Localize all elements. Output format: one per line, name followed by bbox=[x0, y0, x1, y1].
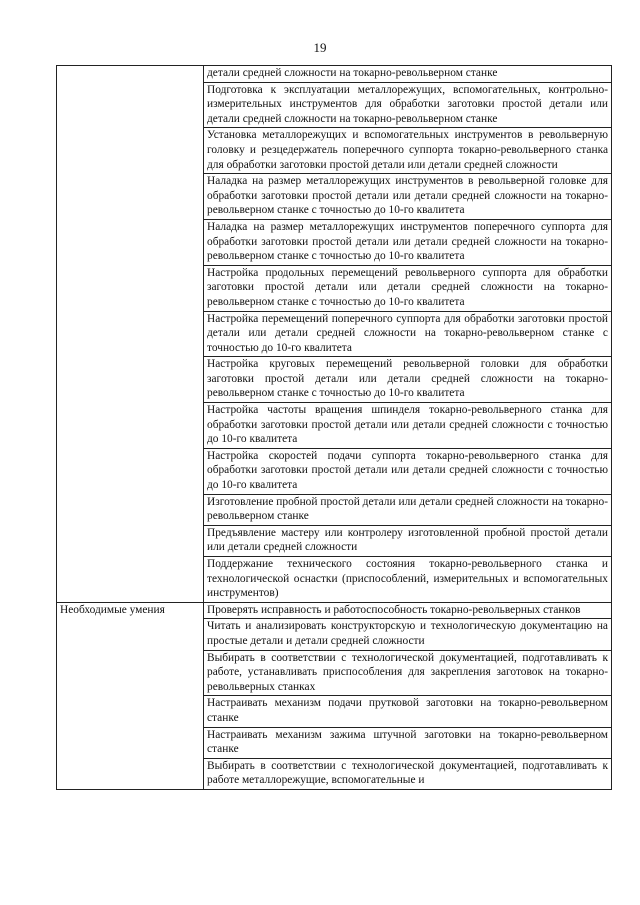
table-cell: Поддержание технического состояния токарно-револьверного станка и технологической оснастки (приспособлений, измерительных и вспомогательных инструментов) bbox=[204, 557, 612, 603]
table-cell: Настраивать механизм подачи прутковой заготовки на токарно-револьверном станке bbox=[204, 696, 612, 727]
section-label-cell bbox=[57, 66, 204, 603]
table-row bbox=[57, 602, 612, 619]
page-number: 19 bbox=[313, 40, 327, 55]
table-cell: Настройка скоростей подачи суппорта токарно-револьверного станка для обработки заготовки простой детали или детали средней сложности с точностью до 10-го квалитета bbox=[204, 448, 612, 494]
table-cell: Наладка на размер металлорежущих инструментов поперечного суппорта для обработки заготовки простой детали или детали средней сложности на токарно-револьверном станке с точностью до 10-го квалитета bbox=[204, 219, 612, 265]
table-cell: Изготовление пробной простой детали или детали средней сложности на токарно-револьверном станке bbox=[204, 494, 612, 525]
table-cell: Настраивать механизм зажима штучной заготовки на токарно-револьверном станке bbox=[204, 727, 612, 758]
table-cell: Подготовка к эксплуатации металлорежущих, вспомогательных, контрольно-измерительных инструментов для обработки заготовки простой детали или детали средней сложности на токарно-револьверном станке bbox=[204, 82, 612, 128]
table-cell: Настройка круговых перемещений револьверной головки для обработки заготовки простой детали или детали средней сложности на токарно-револьверном станке с точностью до 10-го квалитета bbox=[204, 357, 612, 403]
table-cell: Выбирать в соответствии с технологической документацией, подготавливать к работе, устанавливать приспособления для закрепления заготовок на токарно-револьверных станках bbox=[204, 650, 612, 696]
table-cell: Проверять исправность и работоспособность токарно-револьверных станков bbox=[204, 602, 612, 619]
table-cell: Установка металлорежущих и вспомогательных инструментов в револьверную головку и резцедержатель поперечного суппорта токарно-револьверного станка для обработки заготовки простой детали или детали средней сложности bbox=[204, 128, 612, 174]
section-label-cell: Необходимые умения bbox=[57, 602, 204, 789]
table-cell: Предъявление мастеру или контролеру изготовленной пробной простой детали или детали средней сложности bbox=[204, 525, 612, 556]
table-cell: Настройка перемещений поперечного суппорта для обработки заготовки простой детали или детали средней сложности на токарно-револьверном станке с точностью до 10-го квалитета bbox=[204, 311, 612, 357]
table-cell: Выбирать в соответствии с технологической документацией, подготавливать к работе металлорежущие, вспомогательные и bbox=[204, 758, 612, 789]
requirements-table bbox=[56, 65, 612, 790]
table-cell: Настройка продольных перемещений револьверного суппорта для обработки заготовки простой детали или детали средней сложности на токарно-револьверном станке с точностью до 10-го квалитета bbox=[204, 265, 612, 311]
table-cell: детали средней сложности на токарно-револьверном станке bbox=[204, 66, 612, 83]
table-cell: Наладка на размер металлорежущих инструментов в револьверной головке для обработки заготовки простой детали или детали средней сложности на токарно-револьверном станке с точностью до 10-го квалитета bbox=[204, 174, 612, 220]
table-cell: Настройка частоты вращения шпинделя токарно-револьверного станка для обработки заготовки простой детали или детали средней сложности с точностью до 10-го квалитета bbox=[204, 403, 612, 449]
table-cell: Читать и анализировать конструкторскую и технологическую документацию на простые детали и детали средней сложности bbox=[204, 619, 612, 650]
table-row bbox=[57, 66, 612, 83]
